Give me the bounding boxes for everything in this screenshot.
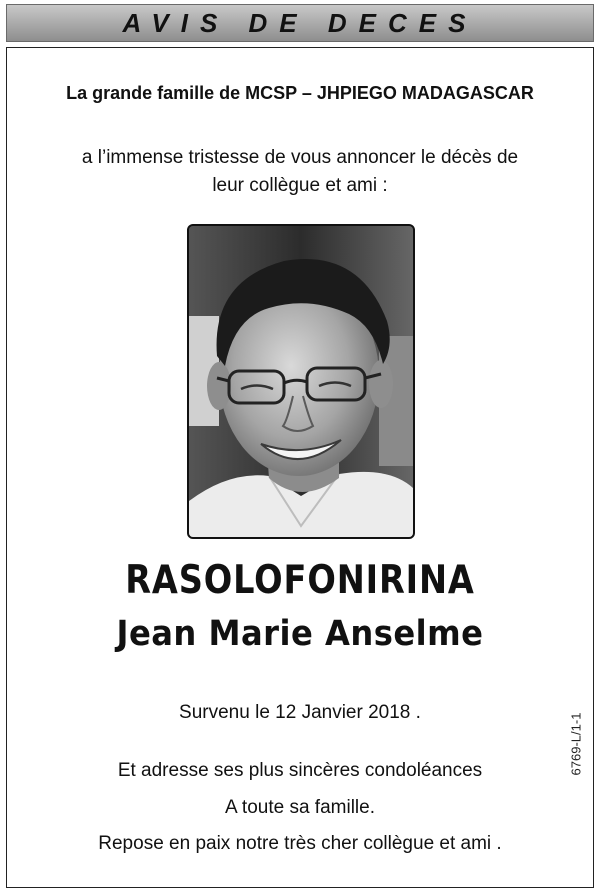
intro-line-1: a l’immense tristesse de vous annoncer le décès de xyxy=(81,147,519,168)
portrait-illustration xyxy=(189,226,413,537)
date-of-death: Survenu le 12 Janvier 2018 . xyxy=(179,702,421,723)
header-band xyxy=(6,4,594,42)
deceased-surname: RASOLOFONIRINA xyxy=(125,558,475,603)
closing-line: Repose en paix notre très cher collègue et ami . xyxy=(98,833,502,854)
portrait-photo xyxy=(187,224,415,539)
intro-line-2: leur collègue et ami : xyxy=(212,175,388,196)
reference-code: 6769-L/1-1 xyxy=(568,712,584,776)
notice-title: AVIS DE DECES xyxy=(122,7,478,38)
organization-line: La grande famille de MCSP – JHPIEGO MADAGASCAR xyxy=(66,83,534,103)
deceased-given-names: Jean Marie Anselme xyxy=(116,614,484,654)
intro-text xyxy=(0,144,600,200)
condolences-line-2: A toute sa famille. xyxy=(225,797,375,818)
condolences-line-1: Et adresse ses plus sincères condoléances xyxy=(117,760,483,781)
